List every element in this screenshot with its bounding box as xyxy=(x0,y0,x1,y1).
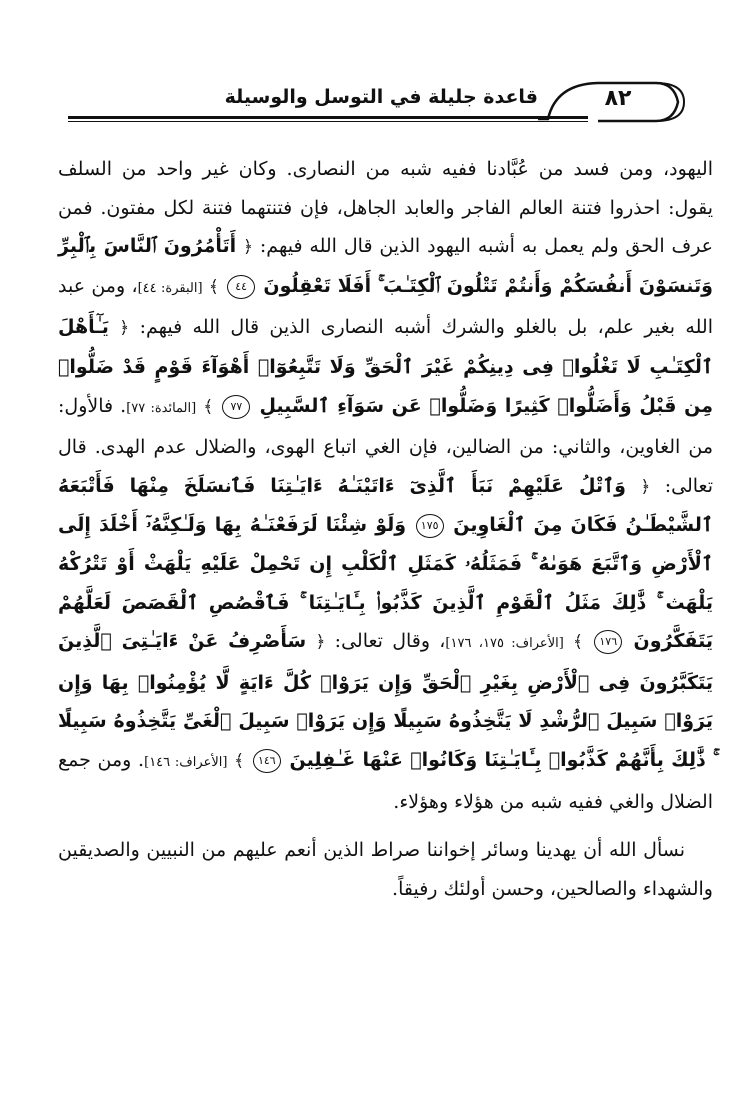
quran-verse: وَٱتْلُ عَلَيْهِمْ نَبَأَ ٱلَّذِىٓ ءَاتَيْنَـٰهُ ءَايَـٰتِنَا فَٱنسَلَخَ مِنْهَا فَأَتْبَعَهُ ٱلشَّيْطَـٰنُ فَكَانَ مِنَ ٱلْغَاوِينَ xyxy=(58,474,713,537)
quran-open-bracket: ﴿ xyxy=(640,476,651,497)
text-segment: اليهود، ومن فسد من عُبَّادنا ففيه شبه من النصارى. وكان غير واحد من السلف يقول: احذروا فتنة العالم الفاجر والعابد الجاهل، فإن فتنتهما فتنة لكل مفتون. فمن عرف الحق ولم يعمل به أشبه اليهود الذين قال الله فيهم: xyxy=(58,158,714,258)
paragraph-2: نسأل الله أن يهدينا وسائر إخواننا صراط الذين أنعم عليهم من النبيين والصديقين والشهداء والصالحين، وحسن أولئك رفيقاً. xyxy=(58,839,713,900)
ayah-number: ٧٧ xyxy=(222,395,250,419)
verse-reference: [المائدة: ٧٧] xyxy=(126,400,197,416)
quran-verse: وَلَوْ شِئْنَا لَرَفَعْنَـٰهُ بِهَا وَلَـٰكِنَّهُۥٓ أَخْلَدَ إِلَى ٱلْأَرْضِ وَٱتَّبَعَ هَوَىٰهُ ۚ فَمَثَلُهُۥ كَمَثَلِ ٱلْكَلْبِ إِن تَحْمِلْ عَلَيْهِ يَلْهَثْ أَوْ تَتْرُكْهُ يَلْهَث ۚ ذَّٰلِكَ مَثَلُ ٱلْقَوْمِ ٱلَّذِينَ كَذَّبُوا۟ بِـَٔايَـٰتِنَا ۚ فَٱقْصُصِ ٱلْقَصَصَ لَعَلَّهُمْ يَتَفَكَّرُونَ xyxy=(58,514,713,653)
text-segment: . فالأول: من الغاوين، والثاني: من الضالين، فإن الغي اتباع الهوى، والضلال عدم الهدى. قال تعالى: xyxy=(58,394,713,497)
main-text xyxy=(58,150,713,908)
running-header xyxy=(68,80,703,136)
text-segment: ، وقال تعالى: xyxy=(334,630,446,653)
verse-reference: [البقرة: ٤٤] xyxy=(137,280,203,296)
quran-verse: سَأَصْرِفُ عَنْ ءَايَـٰتِىَ ٱلَّذِينَ يَتَكَبَّرُونَ فِى ٱلْأَرْضِ بِغَيْرِ ٱلْحَقِّ وَإِن يَرَوْا۟ كُلَّ ءَايَةٍ لَّا يُؤْمِنُوا۟ بِهَا وَإِن يَرَوْا۟ سَبِيلَ ٱلرُّشْدِ لَا يَتَّخِذُوهُ سَبِيلًا وَإِن يَرَوْا۟ سَبِيلَ ٱلْغَىِّ يَتَّخِذُوهُ سَبِيلًا ۚ ذَّٰلِكَ بِأَنَّهُمْ كَذَّبُوا۟ بِـَٔايَـٰتِنَا وَكَانُوا۟ عَنْهَا غَـٰفِلِينَ xyxy=(58,630,713,771)
page-number-badge xyxy=(538,80,688,124)
quran-open-bracket: ﴿ xyxy=(119,318,130,339)
quran-verse: أَتَأْمُرُونَ ٱلنَّاسَ بِٱلْبِرِّ وَتَنسَوْنَ أَنفُسَكُمْ وَأَنتُمْ تَتْلُونَ ٱلْكِتَـٰبَ ۚ أَفَلَا تَعْقِلُونَ xyxy=(58,235,713,297)
quran-verse: يَـٰٓأَهْلَ ٱلْكِتَـٰبِ لَا تَغْلُوا۟ فِى دِينِكُمْ غَيْرَ ٱلْحَقِّ وَلَا تَتَّبِعُوٓا۟ أَهْوَآءَ قَوْمٍ قَدْ ضَلُّوا۟ مِن قَبْلُ وَأَضَلُّوا۟ كَثِيرًا وَضَلُّوا۟ عَن سَوَآءِ ٱلسَّبِيلِ xyxy=(58,316,713,417)
quran-close-bracket: ﴾ xyxy=(208,276,219,297)
quran-open-bracket: ﴿ xyxy=(243,237,253,258)
ayah-number: ١٧٥ xyxy=(416,514,444,538)
ayah-number: ١٧٦ xyxy=(594,630,622,654)
paragraph-1 xyxy=(58,150,713,821)
verse-reference: [الأعراف: ١٧٥، ١٧٦] xyxy=(445,636,564,652)
text-segment: . ومن جمع الضلال والغي ففيه شبه من هؤلاء وهؤلاء. xyxy=(58,748,713,813)
header-rule-thin xyxy=(68,121,588,122)
text-segment: ، ومن عبد الله بغير علم، بل بالغلو والشرك أشبه النصارى الذين قال الله فيهم: xyxy=(58,274,713,339)
quran-close-bracket: ﴾ xyxy=(203,396,214,417)
header-rule xyxy=(68,116,588,119)
running-title: قاعدة جليلة في التوسل والوسيلة xyxy=(224,86,538,108)
ayah-number: ١٤٦ xyxy=(253,749,281,773)
page-number: ٨٢ xyxy=(604,86,632,111)
quran-open-bracket: ﴿ xyxy=(315,632,326,653)
verse-reference: [الأعراف: ١٤٦] xyxy=(144,754,228,770)
quran-close-bracket: ﴾ xyxy=(234,750,245,771)
quran-close-bracket: ﴾ xyxy=(573,632,584,653)
ayah-number: ٤٤ xyxy=(227,275,255,299)
